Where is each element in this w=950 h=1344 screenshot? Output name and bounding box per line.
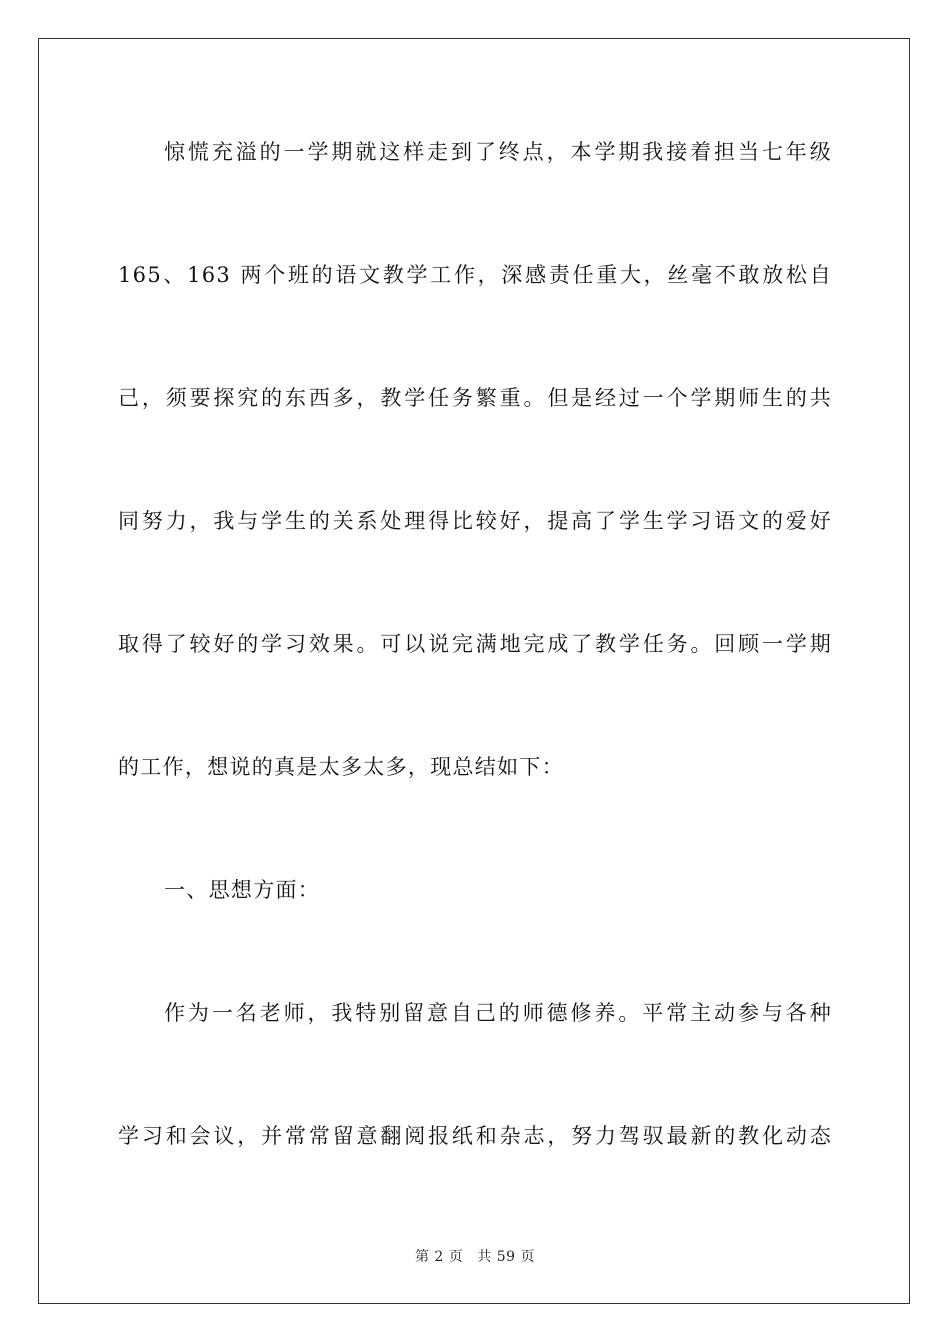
section-heading: 一、思想方面： [164, 878, 321, 902]
page-number: 第 2 页 [414, 1249, 464, 1265]
paragraph-line-3: 己，须要探究的东西多，教学任务繁重。但是经过一个学期师生的共 [118, 386, 832, 410]
page-footer [0, 1246, 950, 1266]
paragraph-line-4: 同努力，我与学生的关系处理得比较好，提高了学生学习语文的爱好 [118, 509, 832, 533]
paragraph-line-5: 取得了较好的学习效果。可以说完满地完成了教学任务。回顾一学期 [118, 632, 832, 656]
paragraph-line-8: 学习和会议，并常常留意翻阅报纸和杂志，努力驾驭最新的教化动态 [118, 1124, 832, 1148]
paragraph-line-6: 的工作，想说的真是太多太多，现总结如下： [118, 755, 564, 779]
page-total: 共 59 页 [477, 1249, 536, 1265]
page-frame [38, 38, 910, 1304]
paragraph-line-7: 作为一名老师，我特别留意自己的师德修养。平常主动参与各种 [164, 1001, 832, 1025]
paragraph-line-2: 165、163 两个班的语文教学工作，深感责任重大，丝毫不敢放松自 [118, 263, 832, 287]
paragraph-line-1: 惊慌充溢的一学期就这样走到了终点，本学期我接着担当七年级 [164, 140, 832, 164]
